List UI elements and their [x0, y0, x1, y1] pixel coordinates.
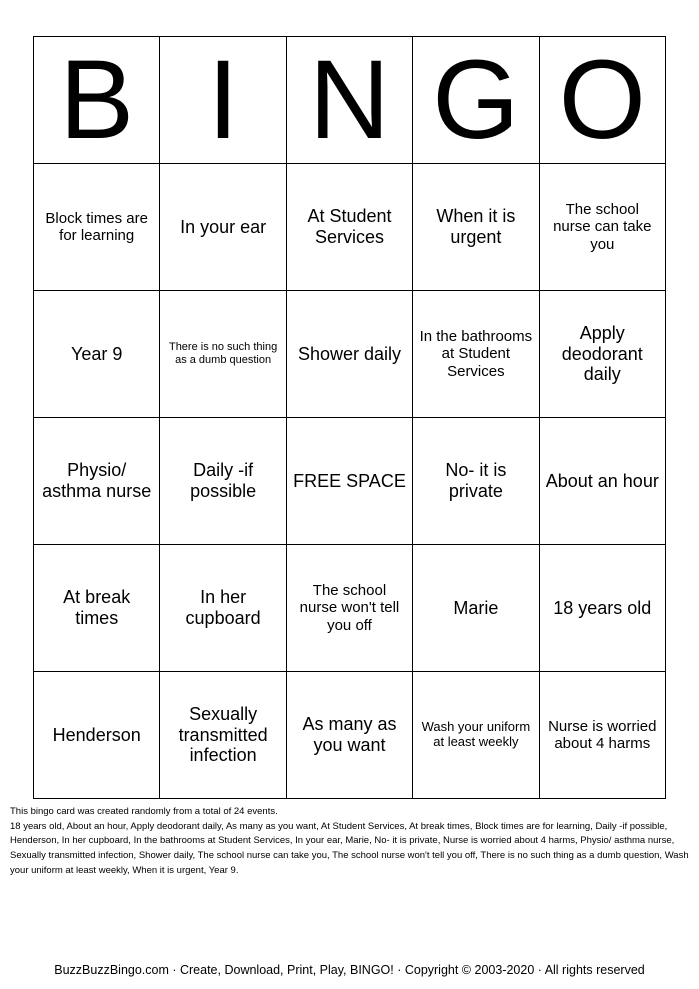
bingo-cell: At Student Services: [286, 164, 412, 291]
bingo-cell: The school nurse won't tell you off: [286, 545, 412, 672]
free-space-cell: FREE SPACE: [286, 418, 412, 545]
bingo-cell: At break times: [34, 545, 160, 672]
bingo-cell: Wash your uniform at least weekly: [413, 672, 539, 799]
bingo-cell: The school nurse can take you: [539, 164, 665, 291]
card-info-events: 18 years old, About an hour, Apply deodorant daily, As many as you want, At Student Services, At break times, Block times are for learning, Daily -if possible, Henderson, In her cupboard, In the bathrooms at Student Services, In your ear, Marie, No- it is private, Nurse is worried about 4 harms, Physio/ asthma nurse, Sexually transmitted infection, Shower daily, The school nurse can take you, The school nurse won't tell you off, There is no such thing as a dumb question, Wash your uniform at least weekly, When it is urgent, Year 9.: [10, 820, 689, 876]
bingo-header-row: [34, 37, 666, 164]
header-letter-i: I: [160, 37, 286, 164]
bingo-row-5: [34, 672, 666, 799]
footer-copyright: BuzzBuzzBingo.com · Create, Download, Print, Play, BINGO! · Copyright © 2003-2020 · All rights reserved: [54, 963, 645, 977]
bingo-cell: 18 years old: [539, 545, 665, 672]
bingo-cell: In her cupboard: [160, 545, 286, 672]
bingo-cell: No- it is private: [413, 418, 539, 545]
bingo-cell: Block times are for learning: [34, 164, 160, 291]
bingo-row-2: [34, 291, 666, 418]
bingo-cell: As many as you want: [286, 672, 412, 799]
header-letter-g: G: [413, 37, 539, 164]
header-letter-n: N: [286, 37, 412, 164]
bingo-cell: Henderson: [34, 672, 160, 799]
bingo-cell: In your ear: [160, 164, 286, 291]
bingo-cell: Shower daily: [286, 291, 412, 418]
bingo-cell: In the bathrooms at Student Services: [413, 291, 539, 418]
bingo-cell: Sexually transmitted infection: [160, 672, 286, 799]
bingo-card: [33, 36, 666, 799]
bingo-cell: When it is urgent: [413, 164, 539, 291]
bingo-row-1: [34, 164, 666, 291]
bingo-cell: About an hour: [539, 418, 665, 545]
bingo-row-4: [34, 545, 666, 672]
header-letter-b: B: [34, 37, 160, 164]
bingo-cell: There is no such thing as a dumb question: [160, 291, 286, 418]
bingo-cell: Daily -if possible: [160, 418, 286, 545]
bingo-row-3: [34, 418, 666, 545]
card-info-summary: This bingo card was created randomly from a total of 24 events.: [10, 806, 278, 817]
bingo-cell: Marie: [413, 545, 539, 672]
bingo-cell: Apply deodorant daily: [539, 291, 665, 418]
header-letter-o: O: [539, 37, 665, 164]
card-info: [10, 805, 690, 879]
bingo-cell: Physio/ asthma nurse: [34, 418, 160, 545]
bingo-cell: Nurse is worried about 4 harms: [539, 672, 665, 799]
bingo-cell: Year 9: [34, 291, 160, 418]
